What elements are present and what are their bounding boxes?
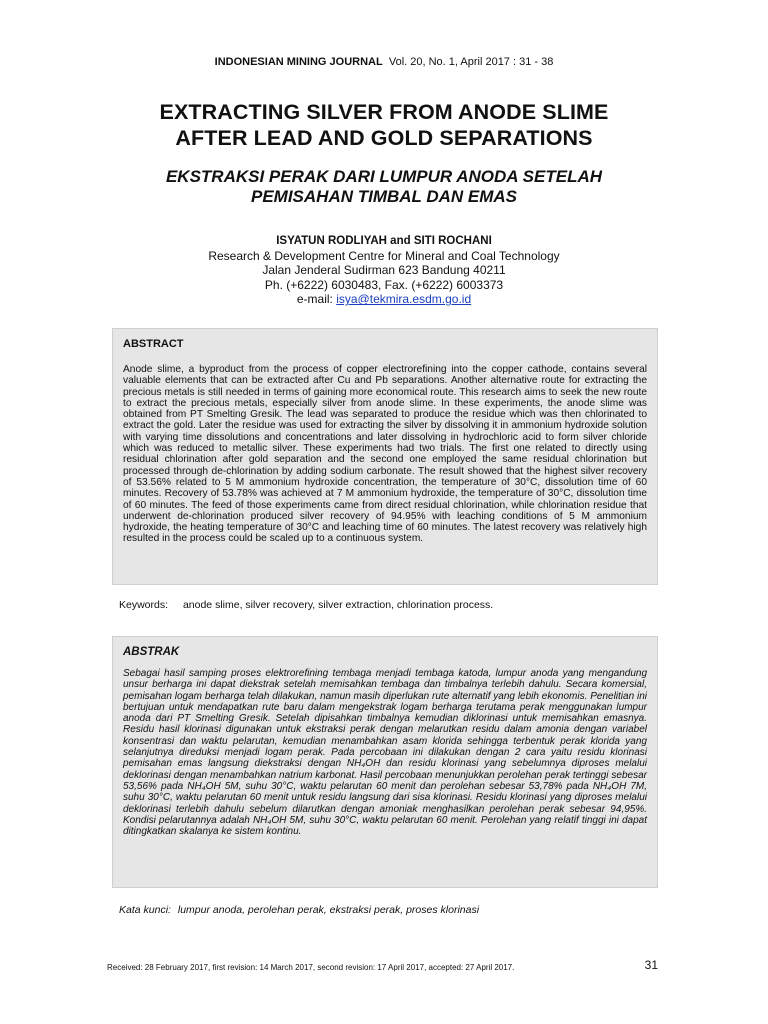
title-line-2: AFTER LEAD AND GOLD SEPARATIONS — [175, 126, 593, 150]
page-number: 31 — [644, 958, 658, 972]
title-line-1: EXTRACTING SILVER FROM ANODE SLIME — [159, 100, 609, 124]
journal-citation: Vol. 20, No. 1, April 2017 : 31 - 38 — [388, 56, 554, 68]
submission-history: Received: 28 February 2017, first revision: 14 March 2017, second revision: 17 April 2017, accepted: 27 April 2017. — [107, 963, 515, 972]
abstract-heading: ABSTRACT — [123, 338, 184, 350]
keywords-value: anode slime, silver recovery, silver extraction, chlorination process. — [182, 599, 494, 611]
author-block — [60, 234, 708, 307]
journal-name: INDONESIAN MINING JOURNAL — [214, 56, 383, 68]
author-phone: Ph. (+6222) 6030483, Fax. (+6222) 6003373 — [264, 277, 504, 292]
author-address: Jalan Jenderal Sudirman 623 Bandung 40211 — [262, 263, 506, 278]
kata-kunci-value: lumpur anoda, perolehan perak, ekstraksi perak, proses klorinasi — [177, 904, 480, 916]
paper-title — [60, 99, 708, 151]
keywords-line — [119, 599, 659, 612]
abstrak-heading: ABSTRAK — [123, 646, 180, 658]
abstract-box — [112, 328, 658, 585]
kata-kunci-line — [119, 904, 659, 917]
running-header — [0, 56, 768, 69]
subtitle-line-2: PEMISAHAN TIMBAL DAN EMAS — [250, 187, 518, 206]
paper-subtitle — [60, 167, 708, 207]
author-names: ISYATUN RODLIYAH and SITI ROCHANI — [276, 235, 492, 247]
abstrak-text: Sebagai hasil samping proses elektrorefining tembaga menjadi tembaga katoda, lumpur anoda yang mengandung unsur berharga ini dapat diekstrak setelah memisahkan tembaga dan timbalnya terlebih dahulu. Secara komersial, pemisahan logam berharga telah dilakukan, namun masih diperlukan rute alternatif yang lebih ekonomis. Penelitian ini bertujuan untuk mendapatkan rute baru dalam mengekstrak logam berharga terutama perak menggunakan lumpur anoda dari PT Smelting Gresik. Setelah dipisahkan timbalnya kemudian diklorinasi untuk memisahkan emasnya. Residu hasil klorinasi digunakan untuk ekstraksi perak dengan melarutkan residu dalam amonia dengan variabel konsentrasi dan waktu pelarutan, kemudian menambahkan asam klorida sehingga terbentuk perak klorida yang selanjutnya direduksi menjadi logam perak. Pada percobaan ini dilakukan dengan 2 cara yaitu residu klorinasi pemisahan emas langsung diekstraksi dengan NH₄OH dan residu klorinasi yang sebelumnya diproses melalui deklorinasi dengan menambahkan natrium karbonat. Hasil percobaan menunjukkan perolehan perak tertinggi sebesar 53,56% pada NH₄OH 5M, suhu 30°C, waktu pelarutan 60 menit dan perolehan sebesar 53,78% pada NH₄OH 7M, suhu 30°C, waktu pelarutan 60 menit untuk residu langsung dari sisa klorinasi. Residu klorinasi yang diproses melalui deklorinasi terlebih dahulu sebelum dilarutkan dengan amoniak menghasilkan perolehan perak sebesar 94,95%. Kondisi pelarutannya adalah NH₄OH 5M, suhu 30°C, waktu pelarutan 60 menit. Perolehan yang relatif tinggi ini dapat ditingkatkan skalanya ke sistem kontinu. — [123, 668, 647, 838]
email-link[interactable]: isya@tekmira.esdm.go.id — [336, 292, 472, 307]
kata-kunci-label: Kata kunci: — [119, 904, 171, 916]
abstract-text: Anode slime, a byproduct from the process of copper electrorefining into the copper cathode, contains several valuable elements that can be extracted after Cu and Pb separations. Another alternative route for extracting the precious metals is still needed in terms of gaining more economical route. This research aims to seek the new route to extract the precious metals, especially silver from anode slime. In these experiments, the anode slime was obtained from PT Smelting Gresik. The lead was separated to produce the residue which was then chlorinated to extract the gold. Later the residue was used for extracting the silver by dissolving it in ammonium hydroxide solution with varying time dissolutions and concentrations and later dissolving in hydrochloric acid to form silver chloride which was reduced to metallic silver. These experiments had two trials. The first one related to directly using residual chlorination after gold separation and the second one employed the same residual chlorination but processed through de-chlorination by adding sodium carbonate. The result showed that the highest silver recovery of 53.56% related to 5 M ammonium hydroxide concentration, the temperature of 30°C, dissolution time of 60 minutes. Recovery of 53.78% was achieved at 7 M ammonium hydroxide, the temperature of 30°C, dissolution time of 60 minutes. The feed of those experiments came from direct residual chlorination, while chlorination residue that underwent de-chlorination produced silver recovery of 94.95% with leaching conditions of 5 M ammonium hydroxide, the heating temperature of 30°C and leaching time of 60 minutes. The latest recovery was relatively high resulted in the process could be scaled up to a continuous system. — [123, 364, 647, 545]
author-affiliation: Research & Development Centre for Mineral and Coal Technology — [208, 248, 560, 263]
keywords-label: Keywords: — [119, 599, 169, 611]
subtitle-line-1: EKSTRAKSI PERAK DARI LUMPUR ANODA SETELAH — [165, 167, 603, 186]
author-email-line — [60, 292, 708, 307]
email-label: e-mail: — [296, 292, 333, 307]
abstrak-box — [112, 636, 658, 888]
